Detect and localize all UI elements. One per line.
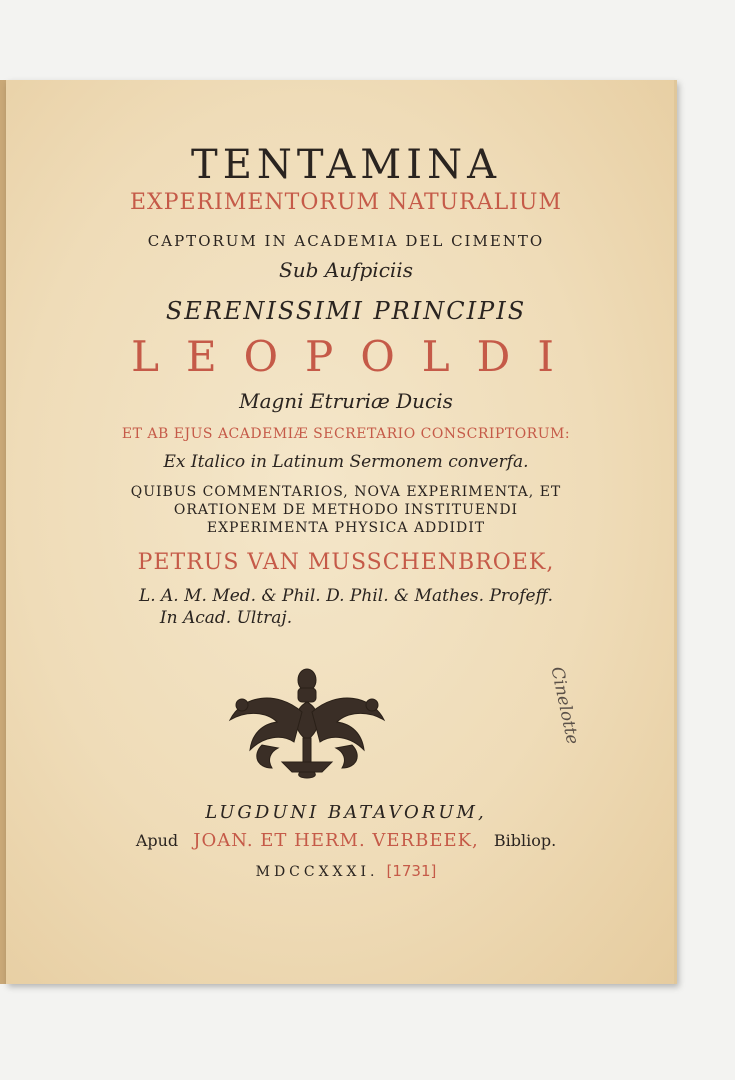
- author-name: PETRUS VAN MUSSCHENBROEK,: [137, 550, 555, 575]
- imprint-bibliop: Bibliop.: [493, 831, 557, 850]
- handwritten-annotation: Cinelotte: [546, 665, 583, 747]
- title-line-experimenta: EXPERIMENTA PHYSICA ADDIDIT: [206, 520, 486, 536]
- author-institution: In Acad. Ultraj.: [159, 608, 293, 628]
- title-line-serenissimi: SERENISSIMI PRINCIPIS: [165, 297, 527, 325]
- year-annotation: [1731]: [386, 862, 437, 880]
- title-line-captorum: CAPTORUM IN ACADEMIA DEL CIMENTO: [147, 232, 545, 250]
- title-line-magni: Magni Etruriæ Ducis: [239, 389, 453, 413]
- title-line-experimentorum: EXPERIMENTORUM NATURALIUM: [130, 190, 562, 215]
- title-line-leopoldi: LEOPOLDI: [131, 332, 581, 381]
- imprint-place: LUGDUNI BATAVORUM,: [205, 802, 487, 823]
- imprint-year: MDCCXXXI.: [255, 864, 379, 880]
- title-page: [6, 80, 677, 984]
- imprint-apud: Apud: [135, 831, 179, 850]
- title-line-tentamina: TENTAMINA: [191, 142, 501, 188]
- imprint-printer: JOAN. ET HERM. VERBEEK,: [193, 830, 479, 851]
- title-line-quibus: QUIBUS COMMENTARIOS, NOVA EXPERIMENTA, ET: [130, 484, 562, 500]
- title-line-sub-auspiciis: Sub Aufpiciis: [279, 258, 413, 282]
- imprint-printer-line: [46, 830, 646, 851]
- title-line-orationem: ORATIONEM DE METHODO INSTITUENDI: [173, 502, 519, 518]
- imprint-year-line: [46, 862, 646, 880]
- author-credentials: L. A. M. Med. & Phil. D. Phil. & Mathes. Profeff.: [138, 586, 554, 606]
- printers-ornament-icon: [222, 650, 392, 785]
- title-line-ex-italico: Ex Italico in Latinum Sermonem converfa.: [163, 452, 529, 472]
- title-line-secretario: ET AB EJUS ACADEMIÆ SECRETARIO CONSCRIPTORUM:: [121, 426, 571, 442]
